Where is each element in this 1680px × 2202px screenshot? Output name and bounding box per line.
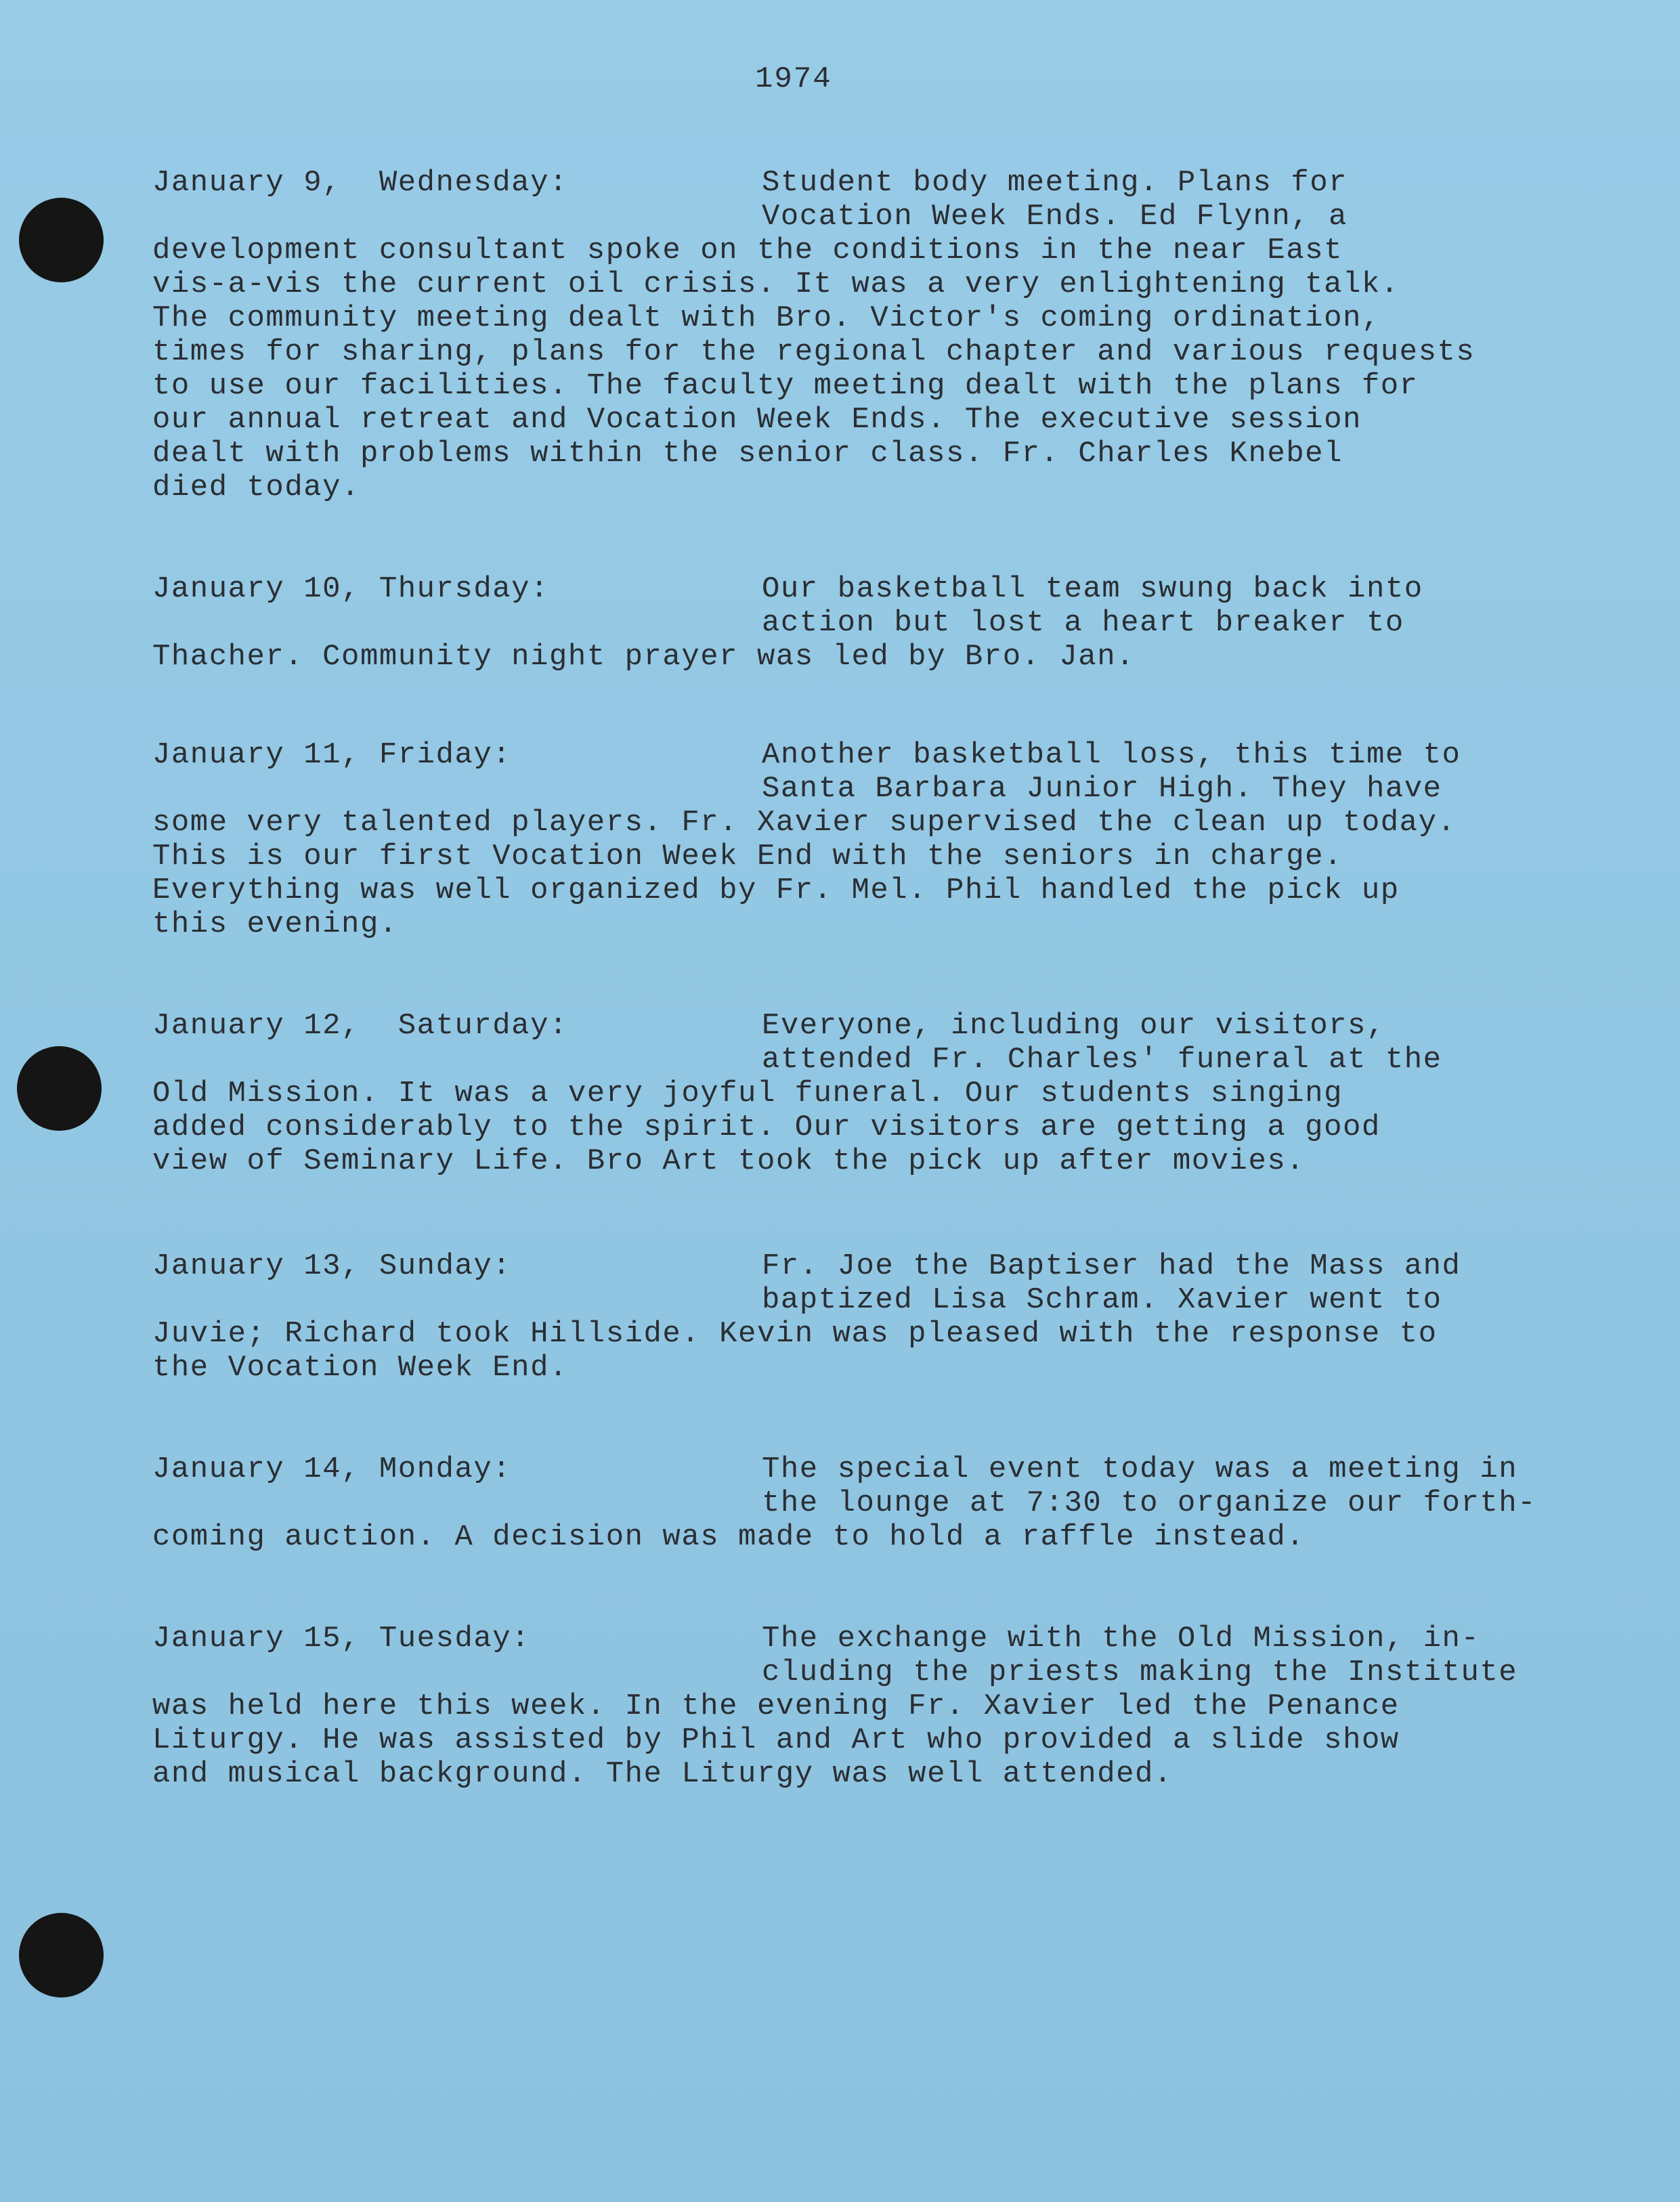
punch-hole-top: [19, 198, 104, 282]
entry-first-lines: Another basketball loss, this time to Santa Barbara Junior High. They have: [762, 738, 1461, 806]
entry-body: some very talented players. Fr. Xavier supervised the clean up today. This is our first Vocation Week End with the seniors in charge. Everything was well organized by Fr. Mel. Phil handled the pick up this evening.: [152, 806, 1457, 941]
diary-entry: [152, 738, 1615, 941]
diary-entry: [152, 1452, 1615, 1554]
entry-date: January 13, Sunday:: [152, 1249, 512, 1283]
entry-head: [152, 738, 1615, 806]
entry-first-lines: Our basketball team swung back into action but lost a heart breaker to: [762, 572, 1423, 640]
entry-body: Thacher. Community night prayer was led by Bro. Jan.: [152, 640, 1136, 674]
punch-hole-middle: [17, 1046, 102, 1131]
entry-date: January 12, Saturday:: [152, 1009, 568, 1043]
entry-date: January 14, Monday:: [152, 1452, 512, 1486]
diary-entry: [152, 1249, 1615, 1385]
entry-body: Old Mission. It was a very joyful funeral. Our students singing added considerably to the spirit. Our visitors are getting a good view of Seminary Life. Bro Art took the pick up after movies.: [152, 1077, 1381, 1178]
entry-date: January 9, Wednesday:: [152, 166, 568, 200]
diary-entry: [152, 1009, 1615, 1178]
diary-entry: [152, 166, 1615, 504]
entry-head: [152, 166, 1615, 234]
entry-body: Juvie; Richard took Hillside. Kevin was pleased with the response to the Vocation Week End.: [152, 1317, 1438, 1385]
diary-entry: [152, 1622, 1615, 1791]
entry-head: [152, 1622, 1615, 1689]
entry-body: coming auction. A decision was made to hold a raffle instead.: [152, 1520, 1306, 1554]
entry-date: January 11, Friday:: [152, 738, 512, 772]
entry-first-lines: Everyone, including our visitors, attended Fr. Charles' funeral at the: [762, 1009, 1442, 1077]
entry-first-lines: Student body meeting. Plans for Vocation Week Ends. Ed Flynn, a: [762, 166, 1348, 234]
entry-body: development consultant spoke on the conditions in the near East vis-a-vis the current oil crisis. It was a very enlightening talk. The community meeting dealt with Bro. Victor's coming ordination, times for sharing, plans for the regional chapter and various requests to use our facilities. The faculty meeting dealt with the plans for our annual retreat and Vocation Week Ends. The executive session dealt with problems within the senior class. Fr. Charles Knebel died today.: [152, 234, 1476, 504]
entry-body: was held here this week. In the evening Fr. Xavier led the Penance Liturgy. He was assisted by Phil and Art who provided a slide show and musical background. The Liturgy was well attended.: [152, 1689, 1400, 1791]
diary-entry: [152, 572, 1615, 674]
entry-head: [152, 1452, 1615, 1520]
entry-head: [152, 572, 1615, 640]
punch-hole-bottom: [19, 1913, 104, 1998]
entry-first-lines: The special event today was a meeting in the lounge at 7:30 to organize our forth-: [762, 1452, 1537, 1520]
page-year: 1974: [755, 62, 832, 96]
entry-date: January 10, Thursday:: [152, 572, 549, 606]
entry-date: January 15, Tuesday:: [152, 1622, 531, 1656]
entry-first-lines: The exchange with the Old Mission, in- cluding the priests making the Institute: [762, 1622, 1518, 1689]
entry-first-lines: Fr. Joe the Baptiser had the Mass and baptized Lisa Schram. Xavier went to: [762, 1249, 1461, 1317]
entry-head: [152, 1249, 1615, 1317]
entry-head: [152, 1009, 1615, 1077]
